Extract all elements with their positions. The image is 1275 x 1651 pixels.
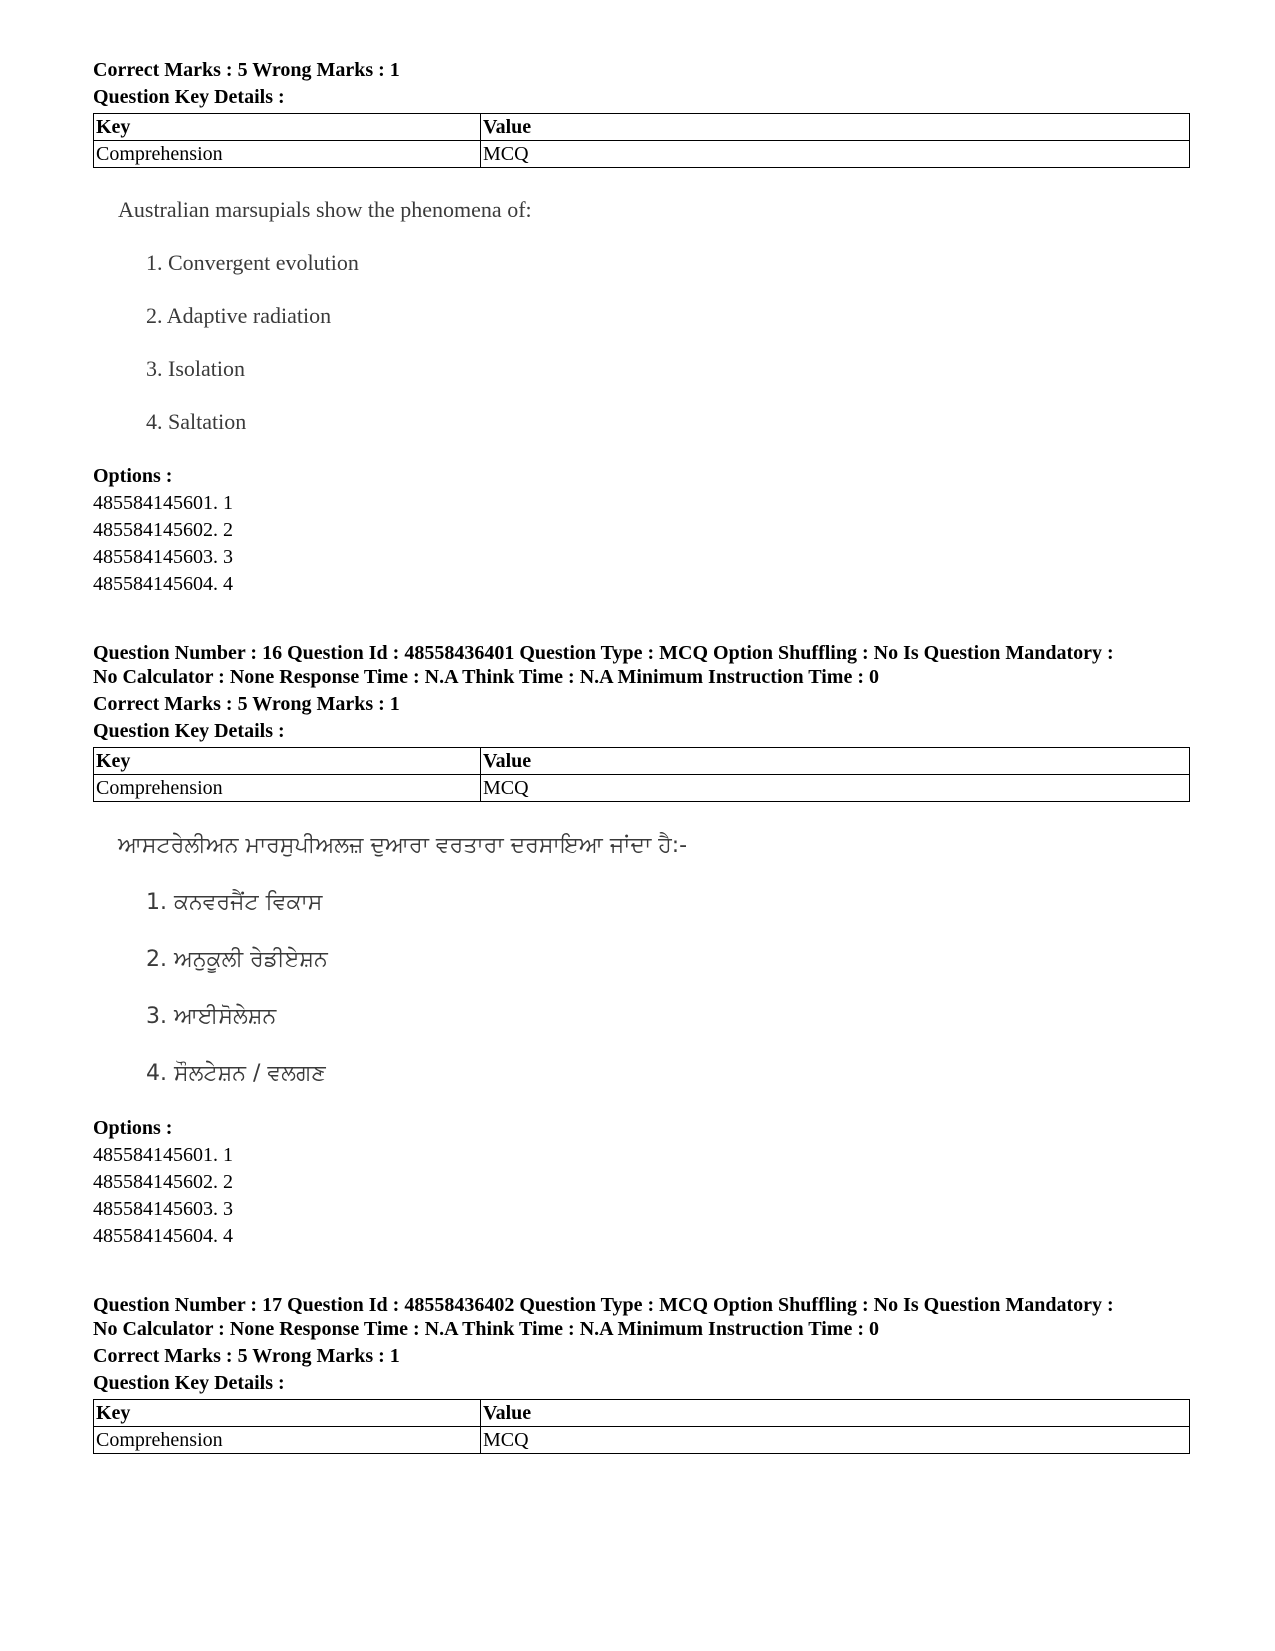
table-header-key: Key [94,114,481,141]
answer-option: 485584145602. 2 [93,519,233,541]
marks-line: Correct Marks : 5 Wrong Marks : 1 [93,59,400,81]
table-cell-key: Comprehension [94,1427,481,1454]
question-block-15 [93,58,1190,596]
table-cell-value: MCQ [481,141,1190,168]
question-block-17 [93,1293,1190,1454]
options-label: Options : [93,1117,173,1139]
marks-line: Correct Marks : 5 Wrong Marks : 1 [93,693,400,715]
table-cell-value: MCQ [481,775,1190,802]
answer-option: 485584145602. 2 [93,1171,233,1193]
question-image [118,196,1190,436]
table-header-row [94,114,1190,141]
table-cell-key: Comprehension [94,775,481,802]
table-row [94,141,1190,168]
table-header-value: Value [481,1400,1190,1427]
answer-option: 485584145601. 1 [93,492,233,514]
key-details-table [93,113,1190,168]
question-stem: Australian marsupials show the phenomena of: [118,197,532,222]
question-stem: ਆਸਟਰੇਲੀਅਨ ਮਾਰਸੁਪੀਅਲਜ਼ ਦੁਆਰਾ ਵਰਤਾਰਾ ਦਰਸਾਇਆ ਜਾਂਦਾ ਹੈ:- [118,833,688,858]
table-header-key: Key [94,1400,481,1427]
question-option-1: 1. Convergent evolution [146,250,359,275]
table-row [94,775,1190,802]
answer-option: 485584145604. 4 [93,1225,233,1247]
question-block-16 [93,641,1190,1248]
question-header-line-1: Question Number : 16 Question Id : 48558436401 Question Type : MCQ Option Shuffling : No Is Question Mandatory : [93,642,1114,664]
key-details-table [93,1399,1190,1454]
question-header-line-2: No Calculator : None Response Time : N.A Think Time : N.A Minimum Instruction Time : 0 [93,666,879,688]
table-header-key: Key [94,748,481,775]
marks-line: Correct Marks : 5 Wrong Marks : 1 [93,1345,400,1367]
options-label: Options : [93,465,173,487]
table-cell-key: Comprehension [94,141,481,168]
question-option-1: 1. ਕਨਵਰਜੈਂਟ ਵਿਕਾਸ [146,890,323,915]
answer-option: 485584145603. 3 [93,1198,233,1220]
question-header-line-2: No Calculator : None Response Time : N.A Think Time : N.A Minimum Instruction Time : 0 [93,1318,879,1340]
key-details-table [93,747,1190,802]
answer-option: 485584145604. 4 [93,573,233,595]
table-header-value: Value [481,114,1190,141]
table-header-row [94,1400,1190,1427]
question-option-4: 4. Saltation [146,409,247,434]
question-image [118,832,1190,1088]
key-details-label: Question Key Details : [93,1372,285,1394]
question-option-3: 3. Isolation [146,356,245,381]
question-header-line-1: Question Number : 17 Question Id : 48558436402 Question Type : MCQ Option Shuffling : No Is Question Mandatory : [93,1294,1114,1316]
table-header-row [94,748,1190,775]
table-cell-value: MCQ [481,1427,1190,1454]
question-option-2: 2. ਅਨੁਕੂਲੀ ਰੇਡੀਏਸ਼ਨ [146,947,328,972]
key-details-label: Question Key Details : [93,86,285,108]
table-row [94,1427,1190,1454]
key-details-label: Question Key Details : [93,720,285,742]
answer-option: 485584145601. 1 [93,1144,233,1166]
document-page [93,58,1190,1454]
table-header-value: Value [481,748,1190,775]
question-option-2: 2. Adaptive radiation [146,303,332,328]
question-option-3: 3. ਆਈਸੋਲੇਸ਼ਨ [146,1004,277,1029]
question-option-4: 4. ਸੌਲਟੇਸ਼ਨ / ਵਲਗਣ [146,1061,326,1086]
answer-option: 485584145603. 3 [93,546,233,568]
